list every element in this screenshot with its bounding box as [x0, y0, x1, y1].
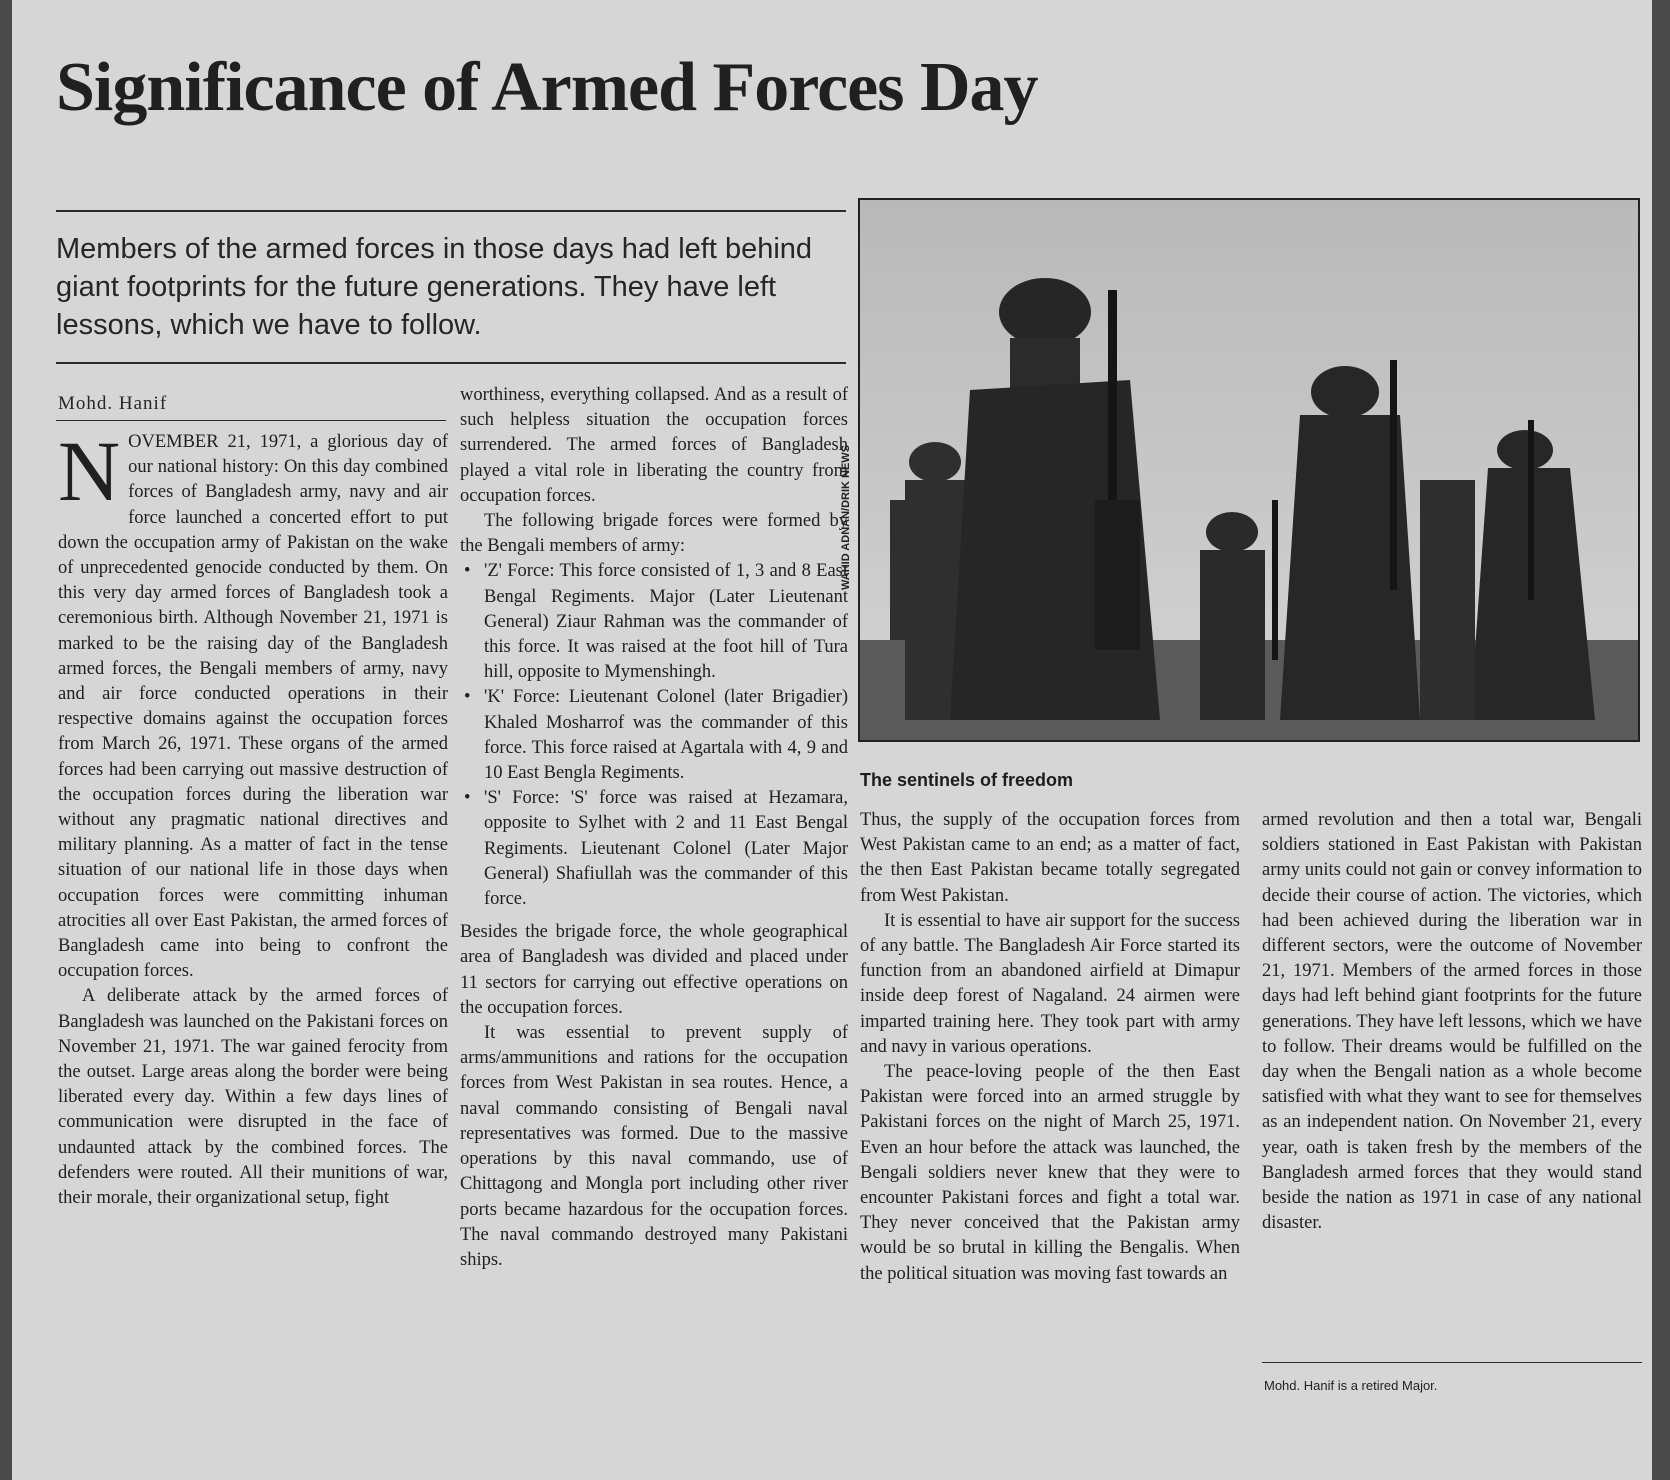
article-column-3 — [860, 808, 1240, 1418]
article-column-2 — [460, 383, 848, 1433]
soldiers-photo — [858, 198, 1640, 742]
author-note: Mohd. Hanif is a retired Major. — [1264, 1378, 1438, 1393]
paragraph: armed revolution and then a total war, Bengali soldiers stationed in East Pakistan with Pakistan army units could not gain or convey information to decide their course of action. The victories, which had been achieved during the liberation war in different sectors, were the outcome of November 21, 1971. Members of the armed forces in those days had left behind giant footprints for the future generations. They have left lessons, which we have to follow. Their dreams would be fulfilled on the day when the Bengali nation as a whole become satisfied with what they want to see for themselves as an independent nation. On November 21, every year, oath is taken fresh by the members of the Bangladesh armed forces that they would stand beside the nation as 1971 in case of any national disaster. — [1262, 810, 1642, 1234]
paragraph: Thus, the supply of the occupation forces from West Pakistan came to an end; as a matter of fact, the then East Pakistan became totally segregated from West Pakistan. — [860, 810, 1240, 906]
brigade-list — [460, 559, 848, 912]
author-note-rule — [1262, 1362, 1642, 1363]
standfirst: Members of the armed forces in those days had left behind giant footprints for the future generations. They have left lessons, which we have to follow. — [56, 233, 813, 341]
list-item: • 'K' Force: Lieutenant Colonel (later Brigadier) Khaled Mosharrof was the commander of this force. This force raised at Agartala with 4, 9 and 10 East Bengla Regiments. — [484, 685, 848, 786]
standfirst-bottom-rule — [56, 362, 846, 364]
soldiers-illustration — [860, 200, 1638, 740]
lead-paragraph-text: OVEMBER 21, 1971, a glorious day of our national history: On this day combined forces of Bangladesh army, navy and air force launched a concerted effort to put down the occupation army of Pakistan on the wake of unprecedented genocide conducted by them. On this very day armed forces of Bangladesh took a ceremonious birth. Although November 21, 1971 is marked to be the raising day of the Bangladesh armed forces, the Bengali members of army, navy and air force conducted operations in their respective domains against the occupation forces from March 26, 1971. These organs of the armed forces had been carrying out massive destruction of the occupation forces during the liberation war without any pragmatic national directives and military planning. As a matter of fact in the tense situation of our national life in those days when occupation forces were committing inhuman atrocities all over East Pakistan, the armed forces of Bangladesh came into being to confront the occupation forces. — [58, 432, 448, 982]
paragraph: Besides the brigade force, the whole geographical area of Bangladesh was divided and placed under 11 sectors for carrying out effective operations on the occupation forces. — [460, 922, 848, 1018]
photo-credit: WAHID ADNAN/DRIK NEWS — [840, 444, 852, 590]
byline-rule — [56, 420, 446, 421]
article-column-4 — [1262, 808, 1642, 1358]
paragraph: The following brigade forces were formed by the Bengali members of army: — [460, 511, 848, 557]
standfirst-top-rule — [56, 210, 846, 212]
paragraph: A deliberate attack by the armed forces of Bangladesh was launched on the Pakistani forces on November 21, 1971. The war gained ferocity from the outset. Large areas along the border were being liberated every day. Within a few days lines of communication were disrupted in the face of undaunted attack by the combined forces. The defenders were routed. All their munitions of war, their morale, their organizational setup, fight — [58, 986, 448, 1209]
list-item: • 'S' Force: 'S' force was raised at Hezamara, opposite to Sylhet with 2 and 11 East Bengal Regiments. Lieutenant Colonel (Later Major General) Shafiullah was the commander of this force. — [484, 786, 848, 912]
paragraph: The peace-loving people of the then East Pakistan were forced into an armed struggle by Pakistani forces on the night of March 25, 1971. Even an hour before the attack was launched, the Bengali soldiers never knew that they were to encounter Pakistani forces and fight a total war. They never conceived that the Pakistan army would be so brutal in killing the Bengalis. When the political situation was moving fast towards an — [860, 1062, 1240, 1284]
photo-caption: The sentinels of freedom — [860, 770, 1074, 790]
byline: Mohd. Hanif — [58, 393, 168, 414]
headline: Significance of Armed Forces Day — [56, 49, 1038, 126]
paragraph: It is essential to have air support for the success of any battle. The Bangladesh Air Force started its function from an abandoned airfield at Dimapur inside deep forest of Nagaland. 24 airmen were imparted training here. They took part with army and navy in various operations. — [860, 910, 1240, 1057]
list-item: • 'Z' Force: This force consisted of 1, 3 and 8 East Bengal Regiments. Major (Later Lieutenant General) Ziaur Rahman was the commander of this force. It was raised at the foot hill of Tura hill, opposite to Mymenshingh. — [484, 559, 848, 685]
article-column-1 — [58, 430, 448, 1430]
paragraph: worthiness, everything collapsed. And as a result of such helpless situation the occupation forces surrendered. The armed forces of Bangladesh played a vital role in liberating the country from occupation forces. — [460, 385, 848, 506]
lead-paragraph — [58, 430, 448, 984]
dropcap: N — [58, 430, 121, 519]
paragraph: It was essential to prevent supply of arms/ammunitions and rations for the occupation forces from West Pakistan in sea routes. Hence, a naval commando consisting of Bengali naval representatives was formed. Due to the massive operations by this naval commando, use of Chittagong and Mongla port including other river ports became hazardous for the occupation forces. The naval commando destroyed many Pakistani ships. — [460, 1023, 848, 1270]
newspaper-page — [12, 0, 1652, 1480]
